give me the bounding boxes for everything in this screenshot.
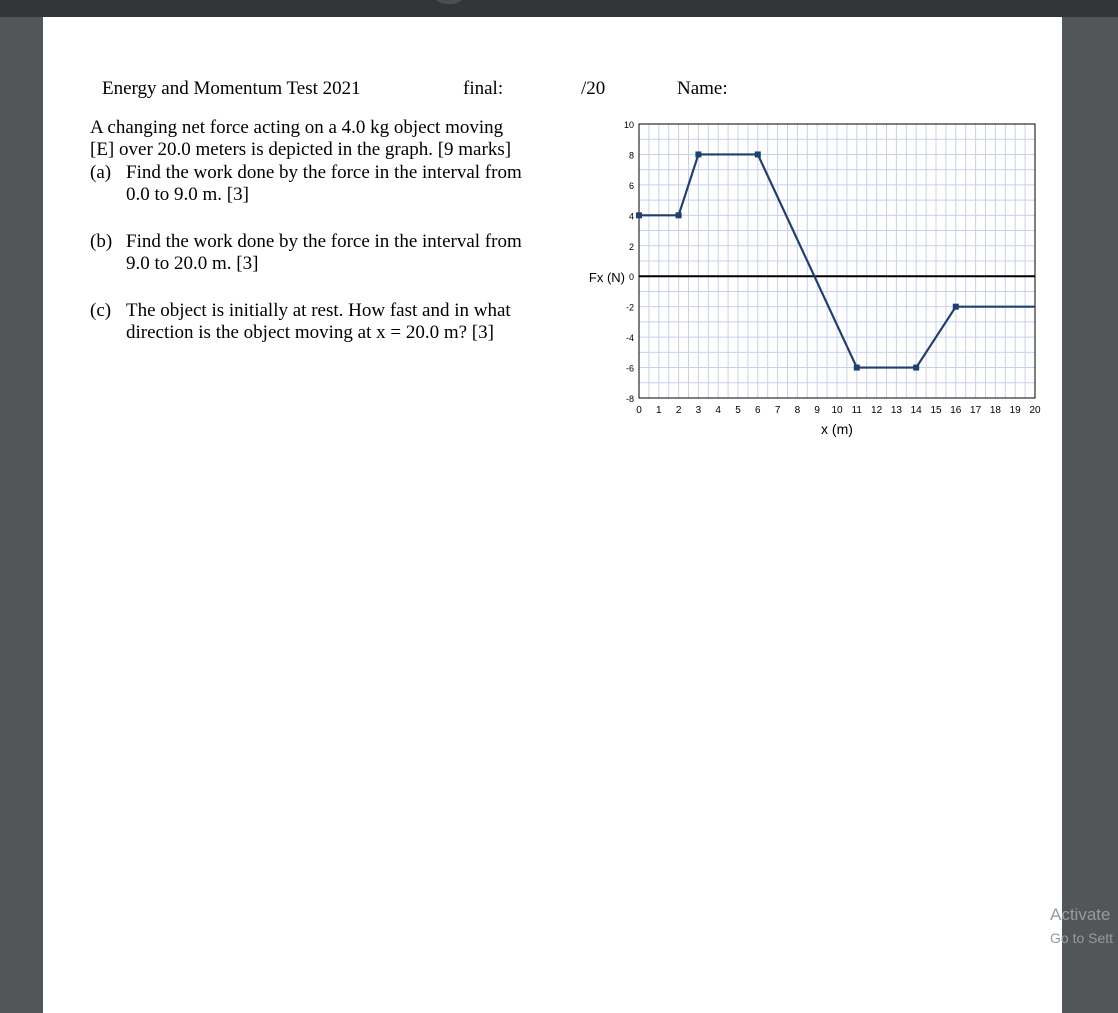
question-line-2: 9.0 to 20.0 m. [3]	[126, 253, 259, 274]
question-line-1: Find the work done by the force in the interval from	[126, 162, 522, 183]
test-title: Energy and Momentum Test 2021	[102, 78, 361, 99]
data-point-marker	[913, 365, 919, 371]
y-tick-label: 2	[628, 241, 634, 252]
force-position-chart	[560, 110, 1050, 455]
x-tick-label: 4	[715, 405, 721, 416]
intro-line-1: A changing net force acting on a 4.0 kg object moving	[90, 117, 504, 138]
data-point-marker	[636, 212, 642, 218]
x-tick-label: 19	[1009, 405, 1021, 416]
x-tick-label: 18	[989, 405, 1001, 416]
y-tick-label: -2	[625, 302, 634, 313]
y-tick-label: 6	[628, 180, 634, 191]
question-line-1: The object is initially at rest. How fast and in what	[126, 300, 511, 321]
x-tick-label: 6	[755, 405, 761, 416]
x-tick-label: 16	[950, 405, 962, 416]
x-tick-label: 20	[1029, 405, 1041, 416]
y-tick-label: -4	[625, 333, 634, 344]
x-tick-label: 7	[774, 405, 781, 416]
x-tick-label: 17	[970, 405, 982, 416]
x-tick-label: 1	[656, 405, 662, 416]
question-line-1: Find the work done by the force in the interval from	[126, 231, 522, 252]
question-line-2: direction is the object moving at x = 20.0 m? [3]	[126, 322, 494, 343]
x-tick-label: 12	[871, 405, 883, 416]
data-point-marker	[953, 304, 959, 310]
x-tick-label: 9	[814, 405, 820, 416]
y-tick-label: 4	[628, 211, 634, 222]
x-tick-label: 3	[695, 405, 702, 416]
y-tick-label: -6	[625, 363, 634, 374]
question-label: (c)	[90, 300, 112, 321]
x-tick-label: 15	[930, 405, 942, 416]
final-score-label: final:	[463, 78, 504, 99]
question-line-2: 0.0 to 9.0 m. [3]	[126, 184, 249, 205]
viewer-toolbar	[0, 0, 1118, 17]
activation-watermark-subtitle: Go to Sett	[1050, 930, 1114, 946]
y-tick-label: 10	[623, 120, 634, 130]
x-tick-label: 2	[675, 405, 682, 416]
data-point-marker	[755, 151, 761, 157]
y-axis-label: Fx (N)	[588, 270, 625, 286]
activation-watermark-title: Activate	[1050, 905, 1111, 924]
x-tick-label: 13	[890, 405, 902, 416]
x-axis-label: x (m)	[821, 421, 853, 437]
problem-intro	[90, 117, 511, 161]
y-tick-label: 8	[628, 150, 634, 161]
y-tick-label: 0	[628, 272, 634, 283]
total-marks-label: /20	[581, 78, 606, 99]
x-tick-label: 8	[794, 405, 801, 416]
question-label: (a)	[90, 162, 112, 183]
x-tick-label: 10	[831, 405, 843, 416]
data-point-marker	[695, 151, 701, 157]
question-label: (b)	[90, 231, 113, 252]
data-point-marker	[854, 365, 860, 371]
data-point-marker	[676, 212, 682, 218]
name-label: Name:	[677, 78, 728, 99]
y-tick-label: -8	[625, 394, 634, 404]
intro-line-2: [E] over 20.0 meters is depicted in the graph. [9 marks]	[90, 139, 512, 160]
x-tick-label: 5	[735, 405, 741, 416]
toolbar-handle	[432, 0, 466, 4]
x-tick-label: 11	[851, 405, 862, 416]
x-tick-label: 0	[636, 405, 642, 416]
x-tick-label: 14	[910, 405, 922, 416]
